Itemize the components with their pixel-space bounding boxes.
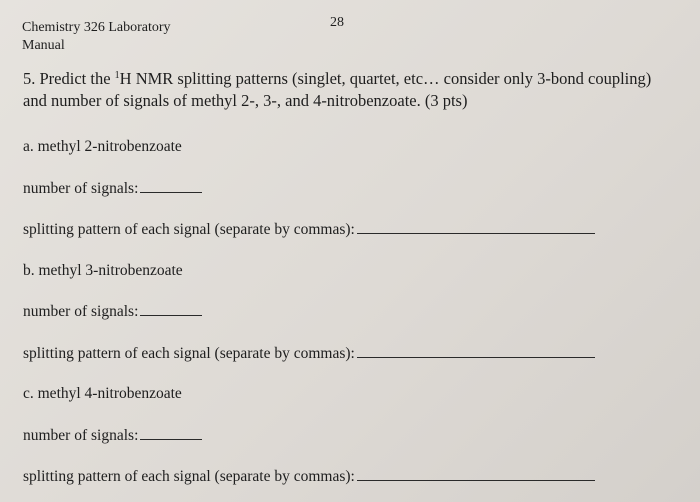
part-b-title: b. methyl 3-nitrobenzoate (23, 262, 183, 279)
part-c-title: c. methyl 4-nitrobenzoate (23, 385, 182, 402)
manual-title-line1: Chemistry 326 Laboratory (22, 20, 171, 35)
part-b-splitting-blank[interactable] (357, 345, 595, 358)
manual-title (22, 19, 222, 55)
part-c-signals-blank[interactable] (140, 427, 202, 440)
part-a-title: a. methyl 2-nitrobenzoate (23, 138, 182, 155)
part-a-signals-row (23, 180, 202, 197)
part-b-signals-blank[interactable] (140, 303, 202, 316)
part-c-signals-row (23, 427, 202, 444)
nmr-superscript: 1 (114, 70, 120, 81)
question-text-rest: H NMR splitting patterns (singlet, quartet, etc… consider only 3-bond coupling) and number of signals of methyl 2-, 3-, and 4-nitrobenzoate. (3 pts) (23, 69, 652, 110)
page-number: 28 (330, 15, 344, 30)
question-number: 5. (23, 69, 36, 88)
part-c-splitting-blank[interactable] (357, 468, 595, 481)
manual-title-line2: Manual (22, 38, 65, 53)
part-c-signals-label: number of signals: (23, 427, 139, 444)
part-a-signals-blank[interactable] (140, 180, 202, 193)
part-a-splitting-blank[interactable] (357, 221, 595, 234)
part-a-splitting-row (23, 221, 595, 238)
part-b-signals-row (23, 303, 202, 320)
part-c-splitting-row (23, 468, 595, 485)
part-b-splitting-row (23, 345, 595, 362)
part-c-splitting-label: splitting pattern of each signal (separate by commas): (23, 468, 355, 485)
part-a-signals-label: number of signals: (23, 180, 139, 197)
part-b-signals-label: number of signals: (23, 303, 139, 320)
question-prompt (23, 68, 663, 112)
question-text-start: Predict the (39, 69, 115, 88)
part-b-splitting-label: splitting pattern of each signal (separate by commas): (23, 345, 355, 362)
part-a-splitting-label: splitting pattern of each signal (separate by commas): (23, 221, 355, 238)
